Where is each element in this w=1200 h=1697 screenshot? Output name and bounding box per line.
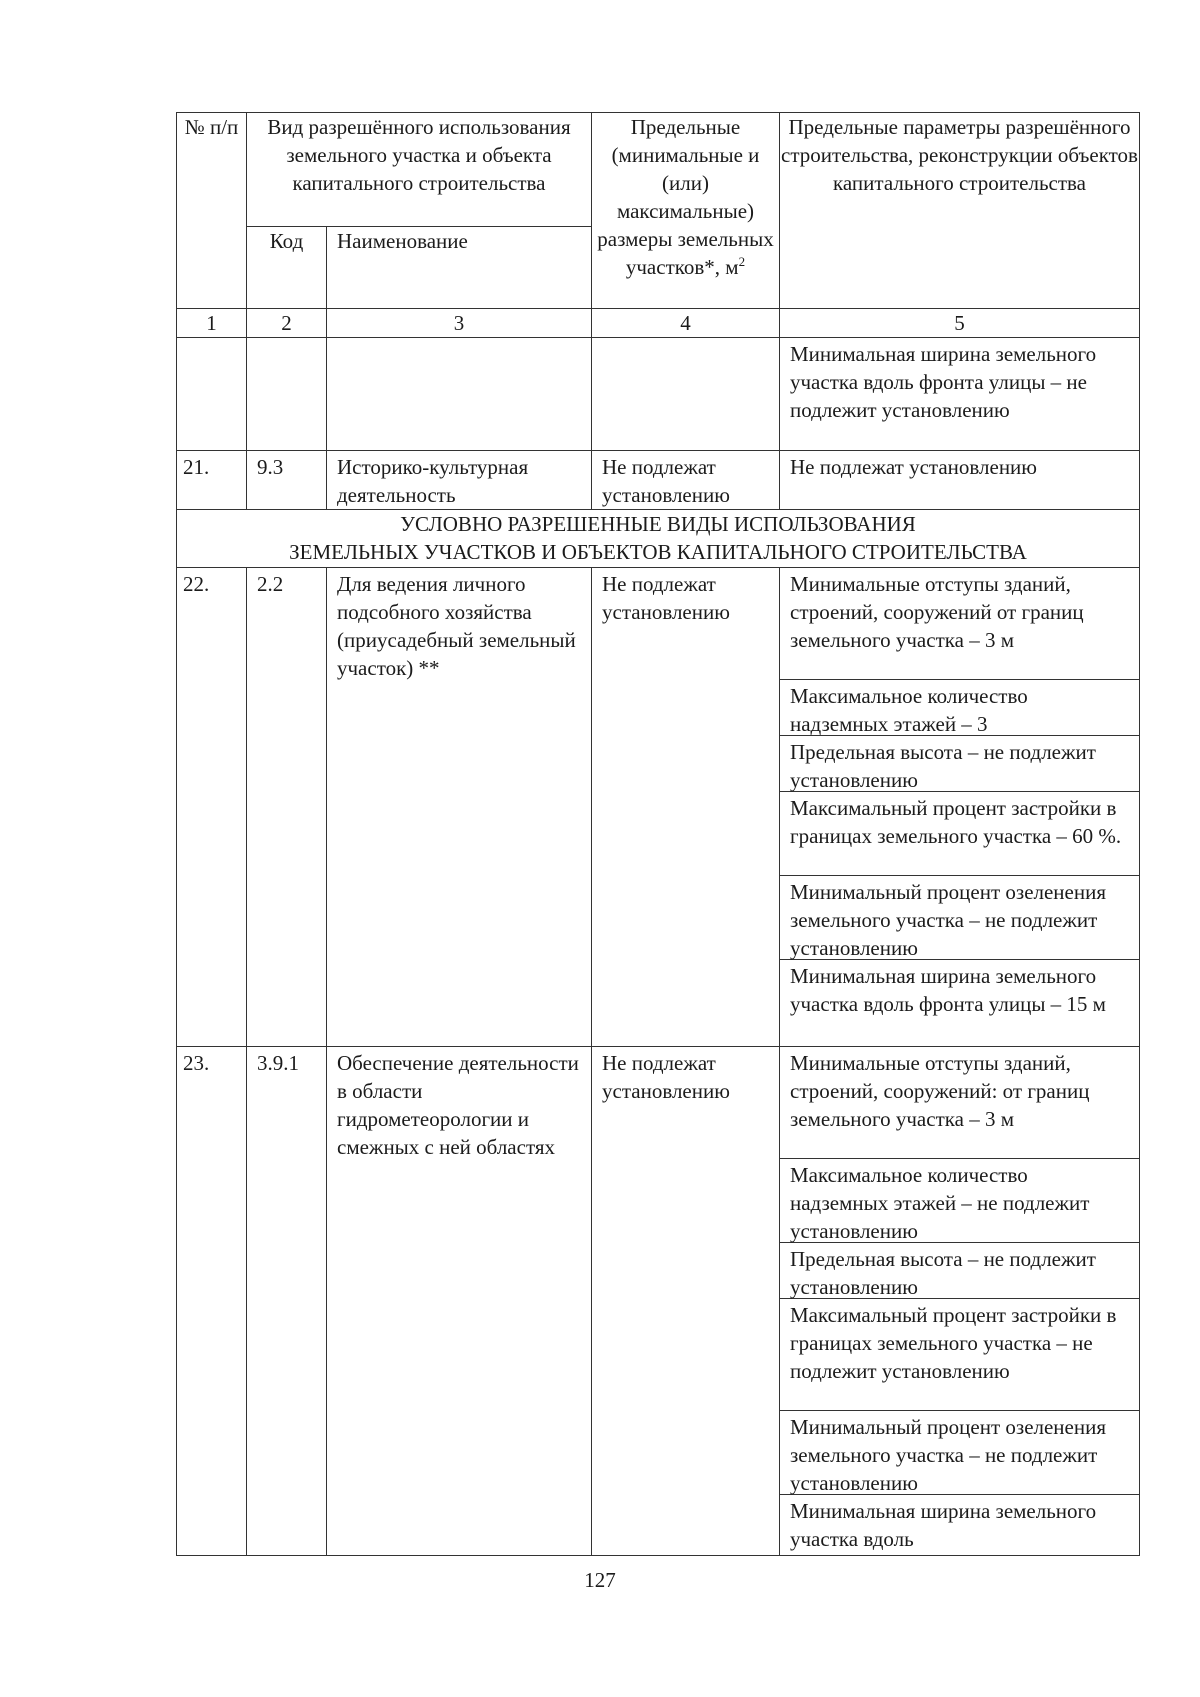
header-plot-sizes: [592, 113, 780, 309]
header-plot-sizes-text: Предельные (минимальные и (или) максимальные) размеры земельных участков*, м: [597, 115, 774, 279]
table-row-23: [177, 1047, 1140, 1556]
param-cell: [780, 338, 1140, 451]
cell-empty: [592, 338, 780, 451]
section-heading-line2: ЗЕМЕЛЬНЫХ УЧАСТКОВ И ОБЪЕКТОВ КАПИТАЛЬНОГО СТРОИТЕЛЬСТВА: [289, 540, 1027, 564]
header-parameters: Предельные параметры разрешённого строительства, реконструкции объектов капитального строительства: [780, 113, 1140, 309]
row-name: [327, 568, 592, 1047]
row-code-text: 9.3: [257, 455, 284, 479]
row-size-text: Не подлежат установлению: [602, 1051, 730, 1103]
header-code: Код: [247, 227, 327, 309]
header-number: № п/п: [177, 113, 247, 309]
column-number-2: 2: [247, 309, 327, 338]
param-box: Минимальный процент озеленения земельного участка – не подлежит установлению: [780, 876, 1139, 960]
param-box: Минимальная ширина земельного участка вдоль фронта улицы – 15 м: [790, 964, 1106, 1016]
row-param-text: Не подлежат установлению: [790, 455, 1037, 479]
row-code: [247, 1047, 327, 1556]
row-name-text: Историко-культурная деятельность: [337, 455, 529, 507]
param-box: Предельная высота – не подлежит установлению: [780, 1243, 1139, 1299]
row-size: [592, 451, 780, 510]
row-param: [780, 451, 1140, 510]
row-number-text: 23.: [183, 1051, 210, 1075]
param-box: Максимальный процент застройки в границах земельного участка – не подлежит установлению: [780, 1299, 1139, 1411]
table-row-continuation: [177, 338, 1140, 451]
section-heading: [177, 510, 1140, 568]
param-box: Минимальный процент озеленения земельного участка – не подлежит установлению: [780, 1411, 1139, 1495]
cell-empty: [177, 338, 247, 451]
row-name-text: Для ведения личного подсобного хозяйства (приусадебный земельный участок) **: [337, 572, 576, 680]
column-number-3: 3: [327, 309, 592, 338]
row-number: [177, 451, 247, 510]
column-number-1: 1: [177, 309, 247, 338]
row-size-text: Не подлежат установлению: [602, 572, 730, 624]
row-size-text: Не подлежат установлению: [602, 455, 730, 507]
row-code-text: 2.2: [257, 572, 284, 596]
row-name: [327, 1047, 592, 1556]
row-number: [177, 568, 247, 1047]
param-box: Минимальные отступы зданий, строений, сооружений от границ земельного участка – 3 м: [780, 568, 1139, 680]
cell-empty: [247, 338, 327, 451]
param-box: Предельная высота – не подлежит установлению: [780, 736, 1139, 792]
row-number-text: 22.: [183, 572, 210, 596]
row-name-text: Обеспечение деятельности в области гидрометеорологии и смежных с ней областях: [337, 1051, 579, 1159]
cell-empty: [327, 338, 592, 451]
param-box: Максимальное количество надземных этажей – не подлежит установлению: [780, 1159, 1139, 1243]
row-params: [780, 568, 1140, 1047]
header-plot-sizes-sup: 2: [738, 254, 746, 269]
param-box: Максимальный процент застройки в границах земельного участка – 60 %.: [780, 792, 1139, 876]
param-box: Максимальное количество надземных этажей – 3: [780, 680, 1139, 736]
table-row-21: [177, 451, 1140, 510]
row-number: [177, 1047, 247, 1556]
column-number-4: 4: [592, 309, 780, 338]
param-box: Минимальная ширина земельного участка вдоль: [790, 1499, 1097, 1551]
row-name: [327, 451, 592, 510]
row-code: [247, 568, 327, 1047]
column-number-5: 5: [780, 309, 1140, 338]
row-size: [592, 1047, 780, 1556]
param-box: Минимальные отступы зданий, строений, сооружений: от границ земельного участка – 3 м: [780, 1047, 1139, 1159]
table-row-22: [177, 568, 1140, 1047]
param-text: Минимальная ширина земельного участка вдоль фронта улицы – не подлежит установлению: [790, 342, 1097, 422]
section-heading-line1: УСЛОВНО РАЗРЕШЕННЫЕ ВИДЫ ИСПОЛЬЗОВАНИЯ: [400, 512, 916, 536]
row-params: [780, 1047, 1140, 1556]
page-number: 127: [584, 1568, 616, 1592]
regulations-table: [176, 112, 1140, 1556]
row-code: [247, 451, 327, 510]
header-name: Наименование: [327, 227, 592, 309]
row-number-text: 21.: [183, 455, 210, 479]
header-usage-type: Вид разрешённого использования земельного участка и объекта капитального строительства: [247, 113, 592, 227]
row-code-text: 3.9.1: [257, 1051, 299, 1075]
row-size: [592, 568, 780, 1047]
